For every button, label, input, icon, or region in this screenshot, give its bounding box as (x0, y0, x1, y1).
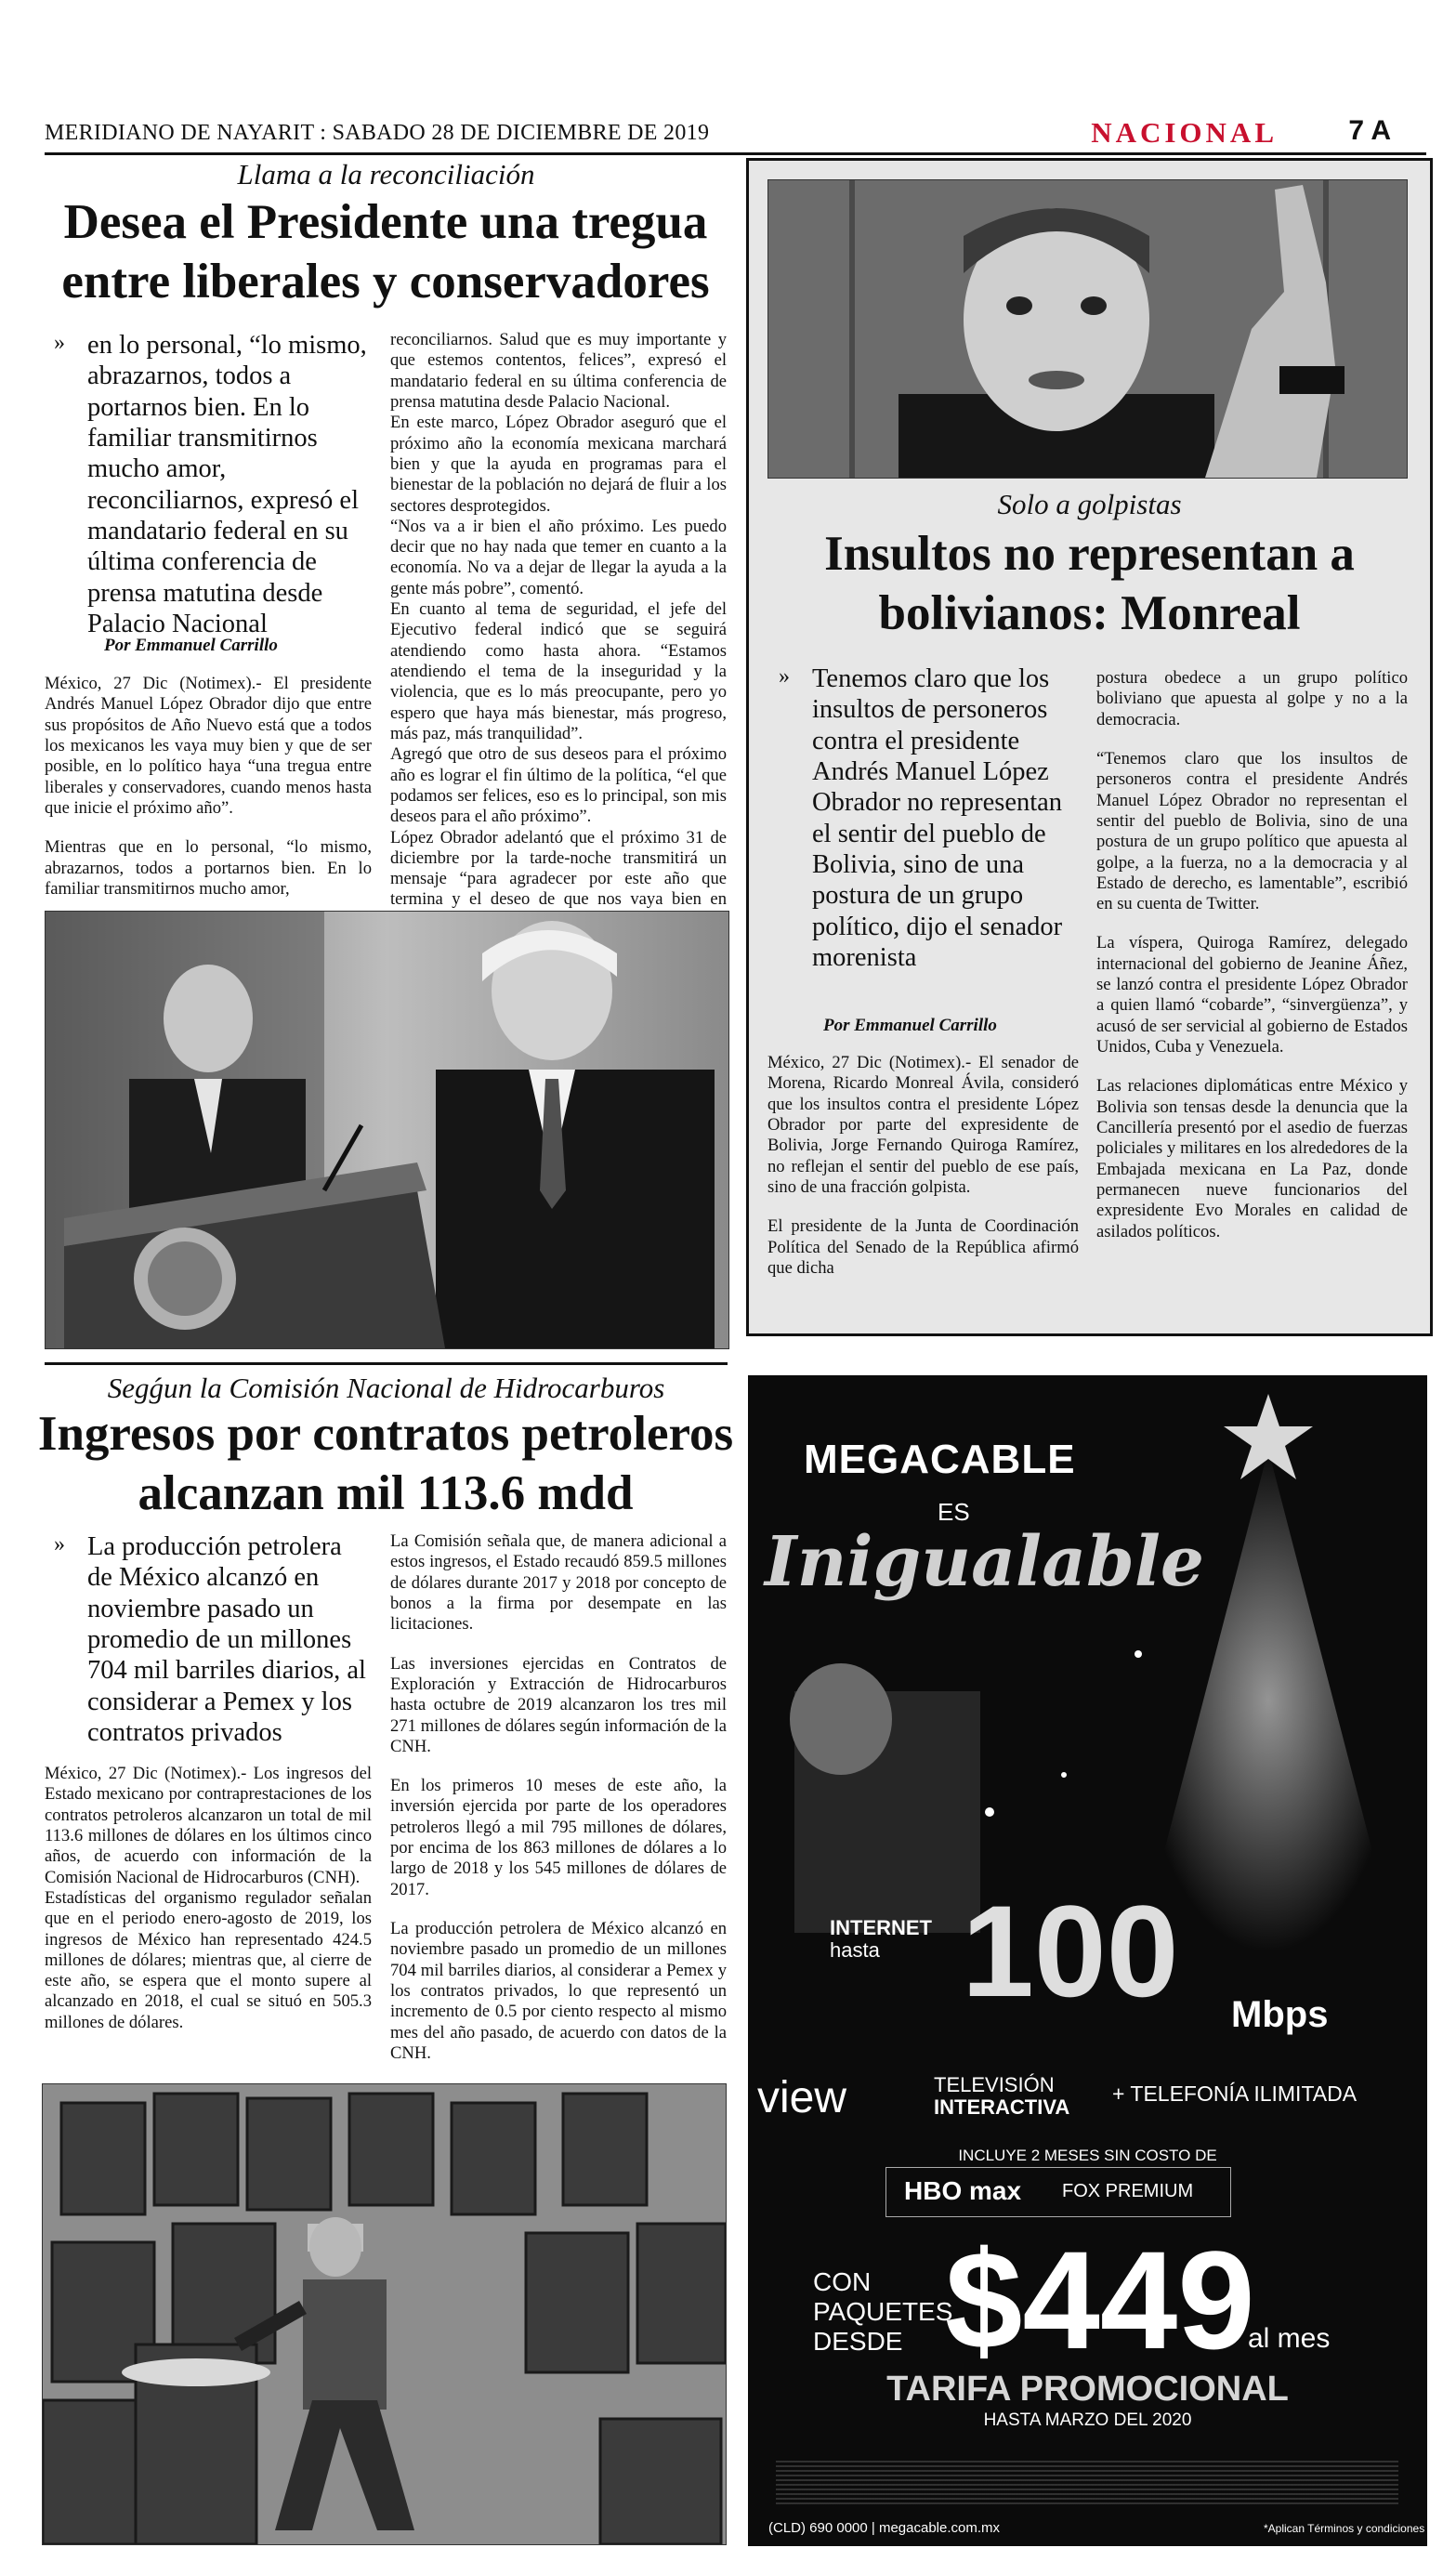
ad-internet-label: INTERNET (830, 1916, 932, 1939)
story1-photo (45, 911, 729, 1349)
paragraph: Mientras que en lo personal, “lo mismo, abrazarnos, todos a portarnos bien. En lo familiar transmitirnos mucho amor, (45, 837, 372, 899)
paragraph: “Tenemos claro que los insultos de personeros contra el presidente Andrés Manuel López Obrador no representan el sentir del pueblo de Bolivia, sino de una postura de un grupo político que apuesta al golpe, a la fuerza, no a la democracia y al Estado de derecho, es lamentable”, escribió en su cuenta de Twitter. (1096, 748, 1408, 914)
ad-brand: MEGACABLE (804, 1437, 1076, 1482)
paragraph: En los primeros 10 meses de este año, la inversión ejercida por parte de los operadores petroleros llegó a mil 795 millones de dólares, por encima de los 863 millones de dólares a lo largo de 2018 y los 545 millones de dólares de 2017. (390, 1776, 727, 1899)
paragraph: López Obrador adelantó que el próximo 31 de diciembre por la tarde-noche transmitirá un mensaje “para agradecer por este año que termina y el deseo de que nos vaya bien en (390, 827, 727, 910)
story3-col1 (45, 1764, 372, 2033)
paragraph: Las inversiones ejercidas en Contratos de Exploración y Extracción de Hidrocarburos hasta octubre de 2019 alcanzaron los tres mil 271 millones de dólares según información de la CNH. (390, 1653, 727, 1756)
story3-headline: Ingresos por contratos petroleros alcanzan mil 113.6 mdd (37, 1407, 734, 1520)
deck-bullet-icon: » (779, 664, 790, 689)
paragraph: reconciliarnos. Salud que es muy importante y que estemos contentos, felices”, expresó el mandatario federal en su última conferencia de prensa matutina desde Palacio Nacional. (390, 330, 727, 412)
ad-terms: *Aplican Términos y condiciones (1264, 2522, 1425, 2535)
story2-col1 (767, 1053, 1079, 1297)
story3-deck-text: La producción petrolera de México alcanzó en noviembre pasado un promedio de un millones 704 mil barriles diarios, al considerar a Pemex y los contratos privados (87, 1532, 366, 1748)
paragraph: Estadísticas del organismo regulador señalan que en el periodo enero-agosto de 2019, los ingresos de México han representado 424.5 millones de dólares; mientras que, al cierre de este año, se espera que el monto supere al alcanzado en 2018, el cual se situó en 505.3 millones de dólares. (45, 1887, 372, 2032)
story2-deck (779, 663, 1076, 979)
ad-tv-line2: INTERACTIVA (934, 2095, 1070, 2120)
ad-view: view (757, 2073, 847, 2122)
paragraph: En este marco, López Obrador aseguró que el próximo año la economía mexicana marchará bien y que la ayuda en programas para el bienestar de la población no dejará de fluir a los sectores desprotegidos. (390, 413, 727, 516)
story1-byline: Por Emmanuel Carrillo (104, 636, 278, 655)
paragraph: El presidente de la Junta de Coordinación Política del Senado de la República afirmó que dicha (767, 1216, 1079, 1278)
story3-col2 (390, 1531, 727, 2082)
story3-deck (54, 1531, 370, 1748)
story1-kicker: Llama a la reconciliación (237, 158, 535, 190)
paragraph: La víspera, Quiroga Ramírez, delegado internacional del gobierno de Jeanine Áñez, se lanzó contra el presidente López Obrador a quien llamó “cobarde”, “sinvergüenza”, y acusó de ser servicial al gobierno de Estados Unidos, Cuba y Venezuela. (1096, 933, 1408, 1057)
megacable-ad[interactable] (748, 1375, 1427, 2546)
paragraph: Las relaciones diplomáticas entre México y Bolivia son tensas desde la denuncia que la Cancillería presentó por el asedio de fuerzas policiales y militares en los alrededores de la Embajada mexicana en La Paz, donde permanecen nueve funcionarios del expresidente Evo Morales en calidad de asilados políticos. (1096, 1076, 1408, 1241)
ad-promo: TARIFA PROMOCIONAL (886, 2370, 1289, 2409)
paragraph: postura obedece a un grupo político boliviano que apuesta al golpe y no a la democracia. (1096, 668, 1408, 729)
story3-kicker: Segǵun la Comisión Nacional de Hidrocarburos (107, 1372, 665, 1404)
deck-bullet-icon: » (54, 331, 65, 355)
ad-speed: 100 (962, 1878, 1179, 2024)
deck-bullet-icon: » (54, 1532, 65, 1556)
ad-price: $449 (945, 2222, 1255, 2378)
paragraph: Agregó que otro de sus deseos para el próximo año es lograr el fin último de la política, “el que podamos ser felices, eso es lo principal, son mis deseos para el año próximo”. (390, 744, 727, 827)
page-number: 7 A (1348, 115, 1391, 146)
story1-deck (54, 330, 370, 639)
story1-col2 (390, 330, 727, 931)
story1-headline: Desea el Presidente una tregua entre liberales y conservadores (61, 195, 710, 309)
paragraph: En cuanto al tema de seguridad, el jefe del Ejecutivo federal indicó que se seguirá atendiendo como hasta ahora. “Estamos atendiendo el tema de la inseguridad y la violencia, que es lo más preocupante, pero yo espero que haya más bienestar, más progreso, más paz, más tranquilidad”. (390, 599, 727, 743)
story2-deck-text: Tenemos claro que los insultos de personeros contra el presidente Andrés Manuel López Obrador no representan el sentir del pueblo de Bolivia, sino de una postura de un grupo político, dijo el senador morenista (812, 664, 1063, 973)
ad-fox: FOX PREMIUM (1062, 2181, 1194, 2201)
paragraph: México, 27 Dic (Notimex).- El presidente Andrés Manuel López Obrador dijo que entre sus propósitos de Año Nuevo está que a todos los mexicanos les vaya muy bien y que de ser posible, en lo político haya “una tregua entre liberales y conservadores, cuando menos hasta que inicie el próximo año”. (45, 674, 372, 818)
story2-box (746, 158, 1433, 1336)
paragraph: “Nos va a ir bien el año próximo. Les puedo decir que no hay nada que temer en cuanto a la economía. No va a dejar de llegar la ayuda a la gente más pobre”, comentó. (390, 516, 727, 598)
story2-kicker: Solo a golpistas (997, 488, 1182, 520)
masthead (45, 113, 1426, 155)
ad-promo-until: HASTA MARZO DEL 2020 (983, 2410, 1192, 2430)
story1-col1 (45, 674, 372, 918)
ad-es: ES (938, 1498, 970, 1526)
story2-photo (767, 179, 1408, 479)
paragraph: La producción petrolera de México alcanzó en noviembre pasado un promedio de un millones 704 mil barriles diarios, al considerar a Pemex y los contratos privados, lo que representó un incremento de 0.5 por ciento respecto al mismo mes del año pasado, de acuerdo con datos de la CNH. (390, 1919, 727, 2063)
paper-date: MERIDIANO DE NAYARIT : SABADO 28 DE DICIEMBRE DE 2019 (45, 121, 710, 145)
ad-price-prefix: CON PAQUETES DESDE (813, 2267, 953, 2357)
ad-tv-line1: TELEVISIÓN (934, 2073, 1055, 2096)
ad-speed-unit: Mbps (1231, 1994, 1329, 2035)
ad-includes: INCLUYE 2 MESES SIN COSTO DE (958, 2147, 1217, 2164)
paragraph: México, 27 Dic (Notimex).- El senador de Morena, Ricardo Monreal Ávila, consideró que los insultos contra el presidente López Obrador por parte del expresidente de Bolivia, Jorge Fernando Quiroga Ramírez, no reflejan el sentir del pueblo de ese país, sino de una fracción golpista. (767, 1053, 1079, 1197)
ad-phone: + TELEFONÍA ILIMITADA (1112, 2082, 1358, 2106)
ad-tv (934, 2074, 1069, 2119)
ad-contact[interactable]: (CLD) 690 0000 | megacable.com.mx (768, 2520, 1001, 2536)
story2-byline: Por Emmanuel Carrillo (823, 1016, 997, 1035)
ad-hbo: HBO max (904, 2176, 1022, 2205)
ad-price-suffix: al mes (1248, 2323, 1331, 2354)
story2-col2 (1096, 668, 1408, 1261)
section-name: NACIONAL (1091, 116, 1278, 149)
story2-headline: Insultos no representan a bolivianos: Monreal (824, 527, 1355, 640)
divider (45, 1362, 728, 1365)
ad-fine-print (776, 2461, 1398, 2505)
story1-deck-text: en lo personal, “lo mismo, abrazarnos, todos a portarnos bien. En lo familiar transmitirnos mucho amor, reconciliarnos, expresó el mandatario federal en su última conferencia de prensa matutina desde Palacio Nacional (87, 331, 367, 639)
ad-slogan: Inigualable (765, 1522, 1205, 1602)
story3-photo (42, 2083, 727, 2545)
paragraph: México, 27 Dic (Notimex).- Los ingresos del Estado mexicano por contraprestaciones de los contratos petroleros alcanzaron un total de mil 113.6 millones de dólares en los últimos cinco años, de acuerdo con información de la Comisión Nacional de Hidrocarburos (CNH). (45, 1764, 372, 1887)
ad-internet-sub: hasta (830, 1938, 880, 1962)
paragraph: La Comisión señala que, de manera adicional a estos ingresos, el Estado recaudó 859.5 millones de dólares durante 2017 y 2018 por concepto de bonos a la firma por desempate en las licitaciones. (390, 1531, 727, 1635)
